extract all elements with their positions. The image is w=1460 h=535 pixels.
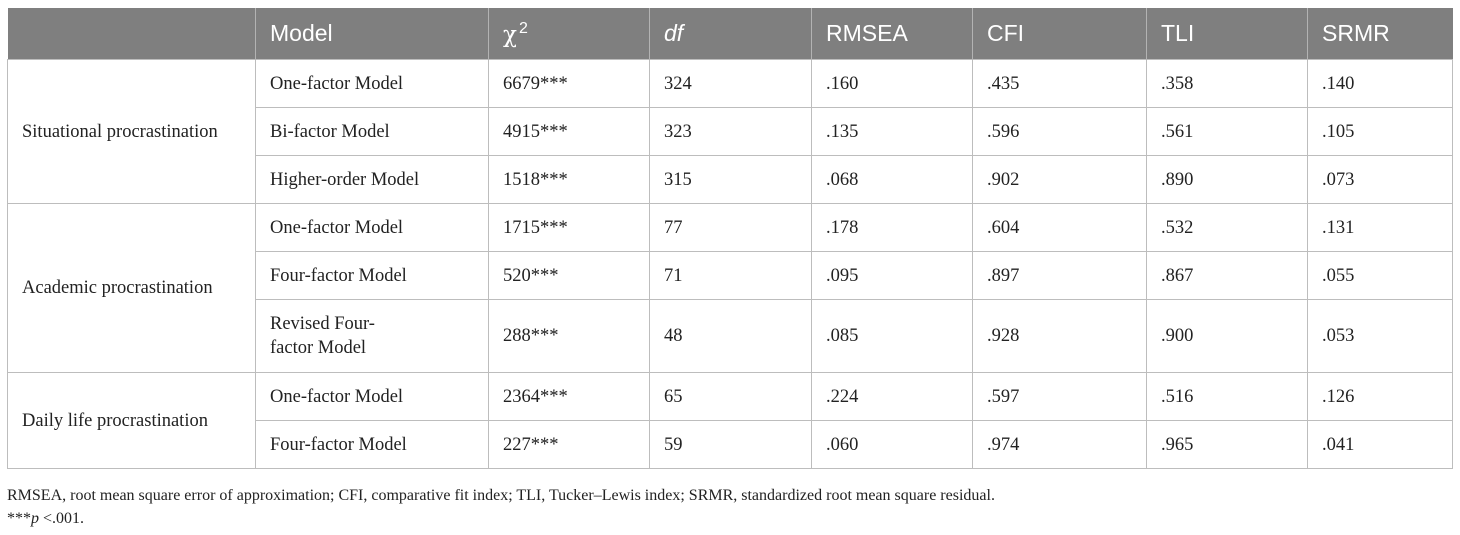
group-label-situational: Situational procrastination: [8, 60, 256, 204]
cell-srmr: .053: [1308, 300, 1453, 373]
cell-tli: .890: [1147, 156, 1308, 204]
chi-symbol: χ: [503, 21, 517, 48]
cell-model-line1: Revised Four-: [270, 314, 375, 334]
cell-cfi: .974: [973, 421, 1147, 469]
cell-chi2: 6679***: [489, 60, 650, 108]
header-model: Model: [256, 8, 489, 60]
table-row: [8, 373, 1453, 421]
cell-chi2: 1715***: [489, 204, 650, 252]
header-srmr: SRMR: [1308, 8, 1453, 60]
cell-model: One-factor Model: [256, 373, 489, 421]
header-row: [8, 8, 1453, 60]
cell-model: Bi-factor Model: [256, 108, 489, 156]
header-group: [8, 8, 256, 60]
table-footnotes: [7, 484, 1452, 530]
header-chi-square: [489, 8, 650, 60]
header-cfi: CFI: [973, 8, 1147, 60]
cell-df: 315: [650, 156, 812, 204]
cell-rmsea: .068: [812, 156, 973, 204]
model-fit-table: [7, 8, 1453, 469]
header-df: df: [650, 8, 812, 60]
cell-cfi: .597: [973, 373, 1147, 421]
cell-tli: .358: [1147, 60, 1308, 108]
cell-cfi: .897: [973, 252, 1147, 300]
cell-srmr: .140: [1308, 60, 1453, 108]
group-label-daily-life: Daily life procrastination: [8, 373, 256, 469]
cell-srmr: .105: [1308, 108, 1453, 156]
sig-threshold: <.001.: [39, 510, 85, 527]
table-row: [8, 60, 1453, 108]
cell-rmsea: .224: [812, 373, 973, 421]
fit-table-container: [7, 8, 1452, 469]
sig-stars: ***: [7, 510, 31, 527]
cell-df: 59: [650, 421, 812, 469]
cell-cfi: .604: [973, 204, 1147, 252]
cell-chi2: 1518***: [489, 156, 650, 204]
chi-superscript: 2: [518, 19, 528, 37]
cell-tli: .516: [1147, 373, 1308, 421]
cell-chi2: 288***: [489, 300, 650, 373]
header-tli: TLI: [1147, 8, 1308, 60]
cell-rmsea: .060: [812, 421, 973, 469]
table-row: [8, 204, 1453, 252]
cell-model: Four-factor Model: [256, 252, 489, 300]
cell-rmsea: .135: [812, 108, 973, 156]
abbreviations-note: RMSEA, root mean square error of approximation; CFI, comparative fit index; TLI, Tucker–Lewis index; SRMR, standardized root mean square residual.: [7, 487, 995, 504]
significance-note: [7, 507, 1452, 530]
cell-rmsea: .095: [812, 252, 973, 300]
cell-model: One-factor Model: [256, 204, 489, 252]
cell-model: One-factor Model: [256, 60, 489, 108]
cell-chi2: 2364***: [489, 373, 650, 421]
cell-cfi: .902: [973, 156, 1147, 204]
cell-df: 323: [650, 108, 812, 156]
cell-df: 48: [650, 300, 812, 373]
cell-chi2: 520***: [489, 252, 650, 300]
cell-rmsea: .178: [812, 204, 973, 252]
cell-srmr: .126: [1308, 373, 1453, 421]
cell-srmr: .073: [1308, 156, 1453, 204]
cell-tli: .532: [1147, 204, 1308, 252]
cell-srmr: .131: [1308, 204, 1453, 252]
cell-srmr: .055: [1308, 252, 1453, 300]
cell-chi2: 4915***: [489, 108, 650, 156]
cell-tli: .561: [1147, 108, 1308, 156]
cell-df: 71: [650, 252, 812, 300]
cell-srmr: .041: [1308, 421, 1453, 469]
cell-chi2: 227***: [489, 421, 650, 469]
cell-cfi: .928: [973, 300, 1147, 373]
cell-df: 77: [650, 204, 812, 252]
group-label-academic: Academic procrastination: [8, 204, 256, 373]
cell-cfi: .596: [973, 108, 1147, 156]
cell-model-line2: factor Model: [270, 338, 367, 358]
cell-tli: .965: [1147, 421, 1308, 469]
header-rmsea: RMSEA: [812, 8, 973, 60]
sig-p: p: [31, 510, 39, 527]
cell-model: [256, 300, 489, 373]
cell-tli: .867: [1147, 252, 1308, 300]
cell-rmsea: .160: [812, 60, 973, 108]
cell-cfi: .435: [973, 60, 1147, 108]
cell-model: Four-factor Model: [256, 421, 489, 469]
cell-df: 65: [650, 373, 812, 421]
cell-df: 324: [650, 60, 812, 108]
cell-model: Higher-order Model: [256, 156, 489, 204]
cell-tli: .900: [1147, 300, 1308, 373]
cell-rmsea: .085: [812, 300, 973, 373]
